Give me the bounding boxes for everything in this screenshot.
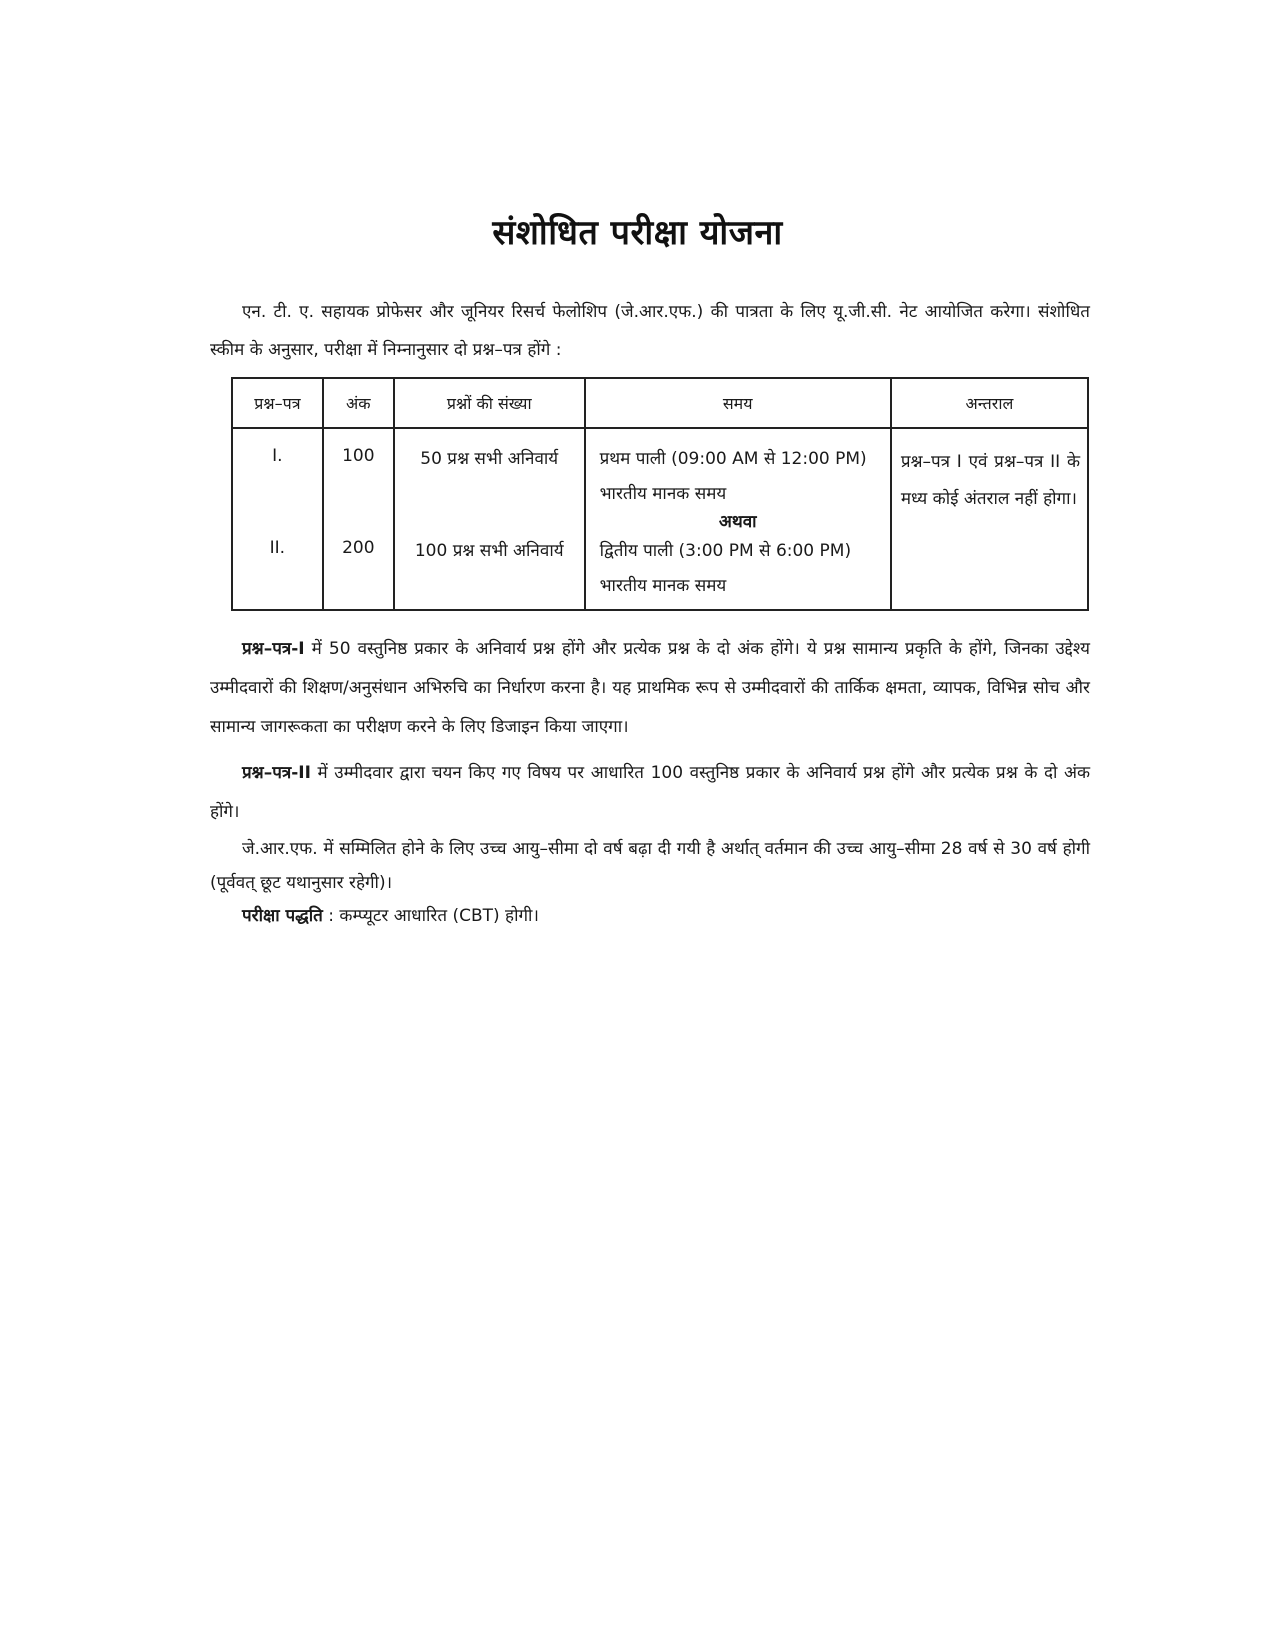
shift-1-time: प्रथम पाली (09:00 AM से 12:00 PM)	[599, 449, 867, 469]
paper-2-lead: प्रश्न–पत्र-II	[242, 763, 311, 783]
exam-mode-text: : कम्प्यूटर आधारित (CBT) होगी।	[322, 906, 539, 926]
shift-2-ist: भारतीय मानक समय	[599, 576, 727, 596]
paper-2-text: में उम्मीदवार द्वारा चयन किए गए विषय पर आधारित 100 वस्तुनिष्ठ प्रकार के अनिवार्य प्रश्न होंगे और प्रत्येक प्रश्न के दो अंक होंगे।	[210, 763, 1090, 822]
exam-mode-paragraph	[210, 898, 1090, 935]
header-time: समय	[585, 378, 891, 428]
or-label: अथवा	[718, 512, 757, 532]
paper-1-text: में 50 वस्तुनिष्ठ प्रकार के अनिवार्य प्रश्न होंगे और प्रत्येक प्रश्न के दो अंक होंगे। ये प्रश्न सामान्य प्रकृति के होंगे, जिनका उद्देश्य उम्मीदवारों की शिक्षण/अनुसंधान अभिरुचि का निर्धारण करना है। यह प्राथमिक रूप से उम्मीदवारों की तार्किक क्षमता, व्यापक, विभिन्न सोच और सामान्य जागरूकता का परीक्षण करने के लिए डिजाइन किया जाएगा।	[210, 639, 1090, 737]
header-marks: अंक	[323, 378, 394, 428]
marks-cell	[323, 428, 394, 610]
interval-text: प्रश्न–पत्र I एवं प्रश्न–पत्र II के मध्य कोई अंतराल नहीं होगा।	[900, 452, 1080, 509]
paper-1-questions: 50 प्रश्न सभी अनिवार्य	[420, 449, 559, 469]
header-paper: प्रश्न–पत्र	[232, 378, 323, 428]
time-cell	[585, 428, 891, 610]
paper-1-label: I.	[272, 446, 283, 466]
header-question-count: प्रश्नों की संख्या	[394, 378, 585, 428]
paper-2-label: II.	[269, 538, 286, 558]
jrf-age-paragraph: जे.आर.एफ. में सम्मिलित होने के लिए उच्च आयु–सीमा दो वर्ष बढ़ा दी गयी है अर्थात् वर्तमान की उच्च आयु–सीमा 28 वर्ष से 30 वर्ष होगी (पूर्ववत् छूट यथानुसार रहेगी)।	[210, 839, 1090, 893]
paper-1-lead: प्रश्न–पत्र-I	[242, 639, 305, 659]
table-header-row	[232, 378, 1088, 428]
exam-mode-lead: परीक्षा पद्धति	[242, 906, 323, 926]
questions-cell	[394, 428, 585, 610]
header-interval: अन्तराल	[891, 378, 1088, 428]
shift-1-ist: भारतीय मानक समय	[599, 484, 727, 504]
paper-1-paragraph	[210, 630, 1090, 747]
paper-1-marks: 100	[342, 446, 375, 466]
page-title: संशोधित परीक्षा योजना	[492, 213, 783, 253]
paper-2-paragraph	[210, 754, 1090, 832]
intro-paragraph: एन. टी. ए. सहायक प्रोफेसर और जूनियर रिसर्च फेलोशिप (जे.आर.एफ.) की पात्रता के लिए यू.जी.सी. नेट आयोजित करेगा। संशोधित स्कीम के अनुसार, परीक्षा में निम्नानुसार दो प्रश्न–पत्र होंगे :	[210, 302, 1090, 360]
paper-2-questions: 100 प्रश्न सभी अनिवार्य	[414, 541, 564, 561]
interval-cell	[891, 428, 1088, 610]
exam-scheme-table	[231, 377, 1089, 611]
table-row	[232, 428, 1088, 610]
shift-2-time: द्वितीय पाली (3:00 PM से 6:00 PM)	[599, 541, 852, 561]
paper-2-marks: 200	[342, 538, 375, 558]
paper-cell	[232, 428, 323, 610]
